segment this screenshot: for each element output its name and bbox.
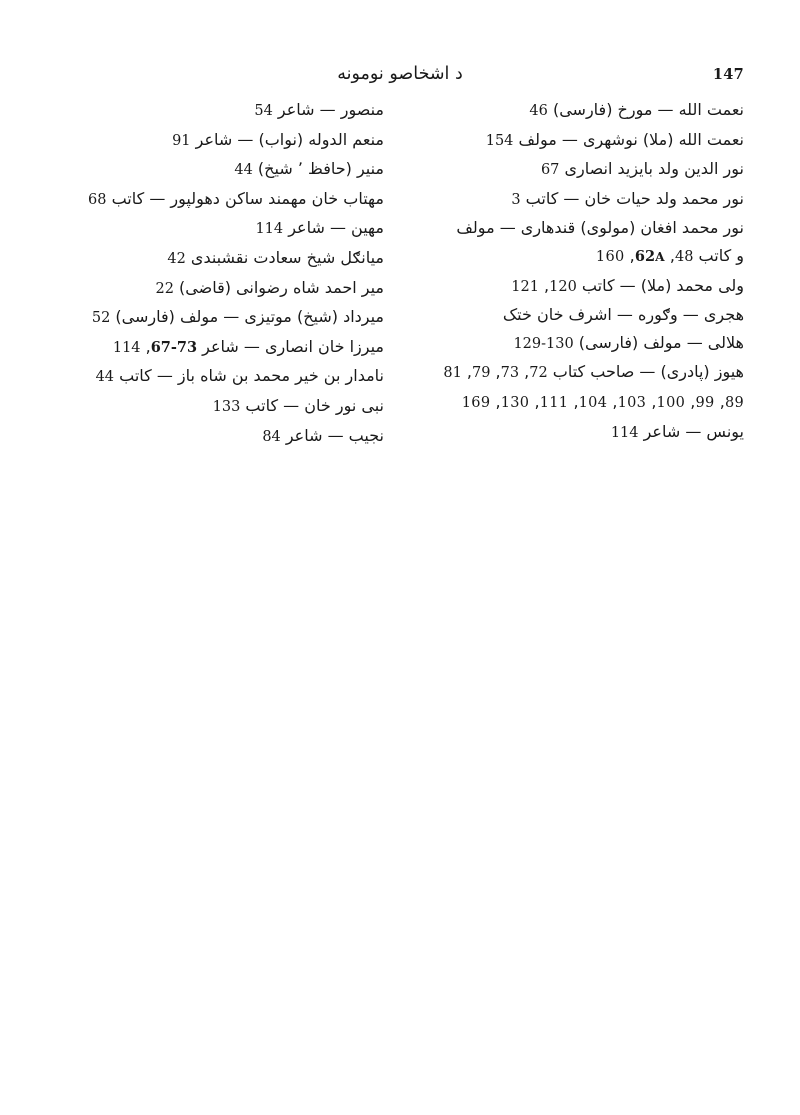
index-columns bbox=[56, 96, 744, 451]
index-entry: میرزا خان انصاری — شاعر 67-73, 114 bbox=[112, 336, 384, 356]
index-column-right bbox=[56, 96, 384, 451]
index-entry: هلالی — مولف (فارسی) 129-130 bbox=[513, 332, 744, 352]
index-entry-continuation: 89, 99, 100, 103, 104, 111, 130, 169 bbox=[461, 391, 744, 411]
index-entry: منعم الدوله (نواب) — شاعر 91 bbox=[172, 129, 384, 149]
index-entry: نامدار بن خیر محمد بن شاه باز — کاتب 44 bbox=[95, 366, 384, 386]
index-entry: هیوز (پادری) — صاحب کتاب 72, 73, 79, 81 bbox=[443, 362, 744, 382]
index-entry: نجیب — شاعر 84 bbox=[262, 425, 384, 445]
index-entry: نعمت الله (ملا) نوشهری — مولف 154 bbox=[485, 129, 744, 149]
index-entry: مهین — شاعر 114 bbox=[255, 218, 384, 238]
index-entry: منصور — شاعر 54 bbox=[254, 100, 384, 119]
index-entry: هجری — وګوره — اشرف خان ختک bbox=[502, 305, 744, 325]
running-head bbox=[56, 60, 744, 88]
index-entry: میرداد (شیخ) موتیزی — مولف (فارسی) 52 bbox=[91, 307, 384, 327]
index-entry: نور محمد افغان (مولوی) قندهاری — مولف bbox=[456, 218, 744, 238]
index-entry: ولی محمد (ملا) — کاتب 120, 121 bbox=[511, 275, 744, 295]
index-entry: مهتاب خان مهمند ساکن دهولپور — کاتب 68 bbox=[88, 188, 384, 208]
index-entry: نور الدین ولد بایزید انصاری 67 bbox=[540, 159, 744, 179]
index-entry: منیر (حافظ ٬ شیخ) 44 bbox=[234, 159, 384, 179]
index-entry: نور محمد ولد حیات خان — کاتب 3 bbox=[511, 188, 744, 208]
index-column-left bbox=[416, 96, 744, 447]
page-title: د اشخاصو نومونه bbox=[337, 64, 463, 84]
index-entry: نعمت الله — مورخ (فارسی) 46 bbox=[529, 100, 744, 119]
index-entry: میانګل شیخ سعادت نقشبندی 42 bbox=[167, 247, 384, 267]
index-entry-continuation: و کاتب 48, 62A, 160 bbox=[595, 245, 744, 265]
index-entry: نبی نور خان — کاتب 133 bbox=[212, 395, 384, 415]
page-number: 147 bbox=[712, 66, 744, 83]
index-entry: میر احمد شاه رضوانی (قاضی) 22 bbox=[155, 277, 384, 297]
index-entry: یونس — شاعر 114 bbox=[610, 421, 744, 441]
